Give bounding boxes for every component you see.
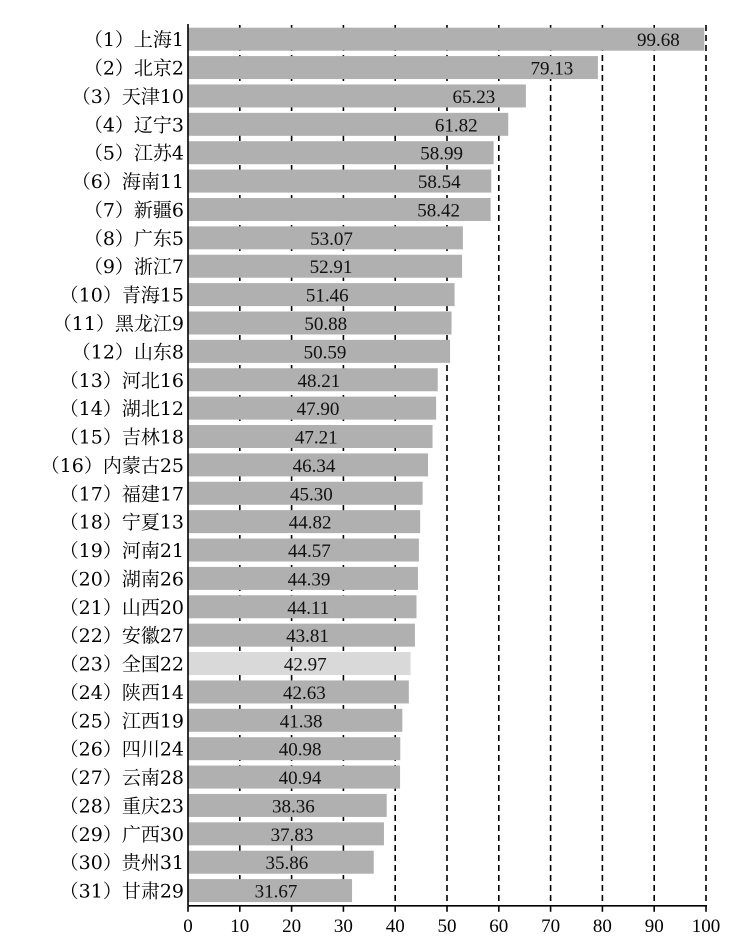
bar-1	[188, 28, 704, 51]
category-label-20: （20）湖南26	[59, 568, 184, 591]
x-tick-label-20: 20	[282, 915, 302, 937]
value-label-22: 43.81	[286, 626, 329, 648]
value-label-20: 44.39	[287, 569, 331, 591]
category-labels	[41, 29, 184, 902]
value-label-31: 31.67	[254, 881, 298, 903]
category-label-18: （18）宁夏13	[59, 511, 184, 534]
value-label-1: 99.68	[636, 30, 680, 52]
category-label-7: （7）新疆6	[83, 199, 184, 222]
category-label-2: （2）北京2	[83, 57, 184, 80]
value-label-13: 48.21	[297, 370, 341, 392]
category-label-14: （14）湖北12	[59, 398, 184, 421]
value-label-28: 38.36	[271, 796, 315, 818]
value-label-25: 41.38	[279, 711, 323, 733]
x-tick-label-100: 100	[691, 915, 721, 937]
category-label-19: （19）河南21	[59, 540, 184, 563]
value-label-6: 58.54	[417, 172, 461, 194]
value-label-3: 65.23	[452, 86, 496, 108]
x-tick-label-0: 0	[183, 915, 193, 937]
category-label-3: （3）天津10	[71, 85, 184, 108]
value-label-5: 58.99	[420, 143, 463, 165]
category-label-17: （17）福建17	[59, 483, 184, 506]
value-label-30: 35.86	[265, 853, 309, 875]
value-label-11: 50.88	[304, 313, 348, 335]
category-label-26: （26）四川24	[59, 738, 184, 761]
x-tick-label-50: 50	[437, 915, 457, 937]
value-label-24: 42.63	[283, 682, 326, 704]
category-label-11: （11）黑龙江9	[52, 312, 184, 335]
category-label-22: （22）安徽27	[59, 625, 184, 648]
category-label-13: （13）河北16	[59, 369, 184, 392]
category-label-25: （25）江西19	[59, 710, 184, 733]
value-label-9: 52.91	[309, 257, 353, 279]
x-tick-label-10: 10	[230, 915, 250, 937]
value-label-10: 51.46	[305, 285, 349, 307]
value-label-7: 58.42	[417, 200, 460, 222]
value-label-17: 45.30	[289, 484, 333, 506]
category-label-6: （6）海南11	[71, 171, 184, 194]
category-label-28: （28）重庆23	[59, 795, 184, 818]
category-label-21: （21）山西20	[59, 596, 184, 619]
value-label-19: 44.57	[288, 541, 331, 563]
value-label-14: 47.90	[296, 399, 340, 421]
x-tick-label-80: 80	[592, 915, 612, 937]
category-label-27: （27）云南28	[59, 767, 184, 790]
x-tick-label-90: 90	[644, 915, 664, 937]
x-tick-label-40: 40	[385, 915, 405, 937]
value-label-27: 40.94	[278, 768, 322, 790]
x-tick-label-70: 70	[541, 915, 561, 937]
category-label-24: （24）陕西14	[59, 681, 184, 704]
value-label-18: 44.82	[288, 512, 332, 534]
value-label-4: 61.82	[434, 115, 478, 137]
category-label-5: （5）江苏4	[83, 142, 184, 165]
value-label-16: 46.34	[292, 455, 336, 477]
category-label-10: （10）青海15	[59, 284, 184, 307]
category-label-31: （31）甘肃29	[59, 880, 184, 903]
value-label-12: 50.59	[303, 342, 347, 364]
category-label-30: （30）贵州31	[59, 852, 184, 875]
category-label-29: （29）广西30	[59, 823, 184, 846]
value-label-21: 44.11	[287, 597, 330, 619]
value-label-23: 42.97	[283, 654, 327, 676]
value-label-15: 47.21	[294, 427, 338, 449]
x-tick-label-60: 60	[489, 915, 509, 937]
x-tick-label-30: 30	[333, 915, 353, 937]
category-label-12: （12）山东8	[71, 341, 184, 364]
category-label-23: （23）全国22	[59, 653, 184, 676]
category-label-15: （15）吉林18	[59, 426, 184, 449]
category-label-9: （9）浙江7	[83, 256, 184, 279]
value-label-26: 40.98	[278, 739, 322, 761]
value-label-2: 79.13	[530, 58, 574, 80]
value-label-8: 53.07	[310, 228, 353, 250]
category-label-8: （8）广东5	[83, 227, 184, 250]
category-label-1: （1）上海1	[83, 29, 184, 52]
category-label-16: （16）内蒙古25	[40, 454, 184, 477]
category-label-4: （4）辽宁3	[83, 114, 184, 137]
value-label-29: 37.83	[270, 824, 314, 846]
